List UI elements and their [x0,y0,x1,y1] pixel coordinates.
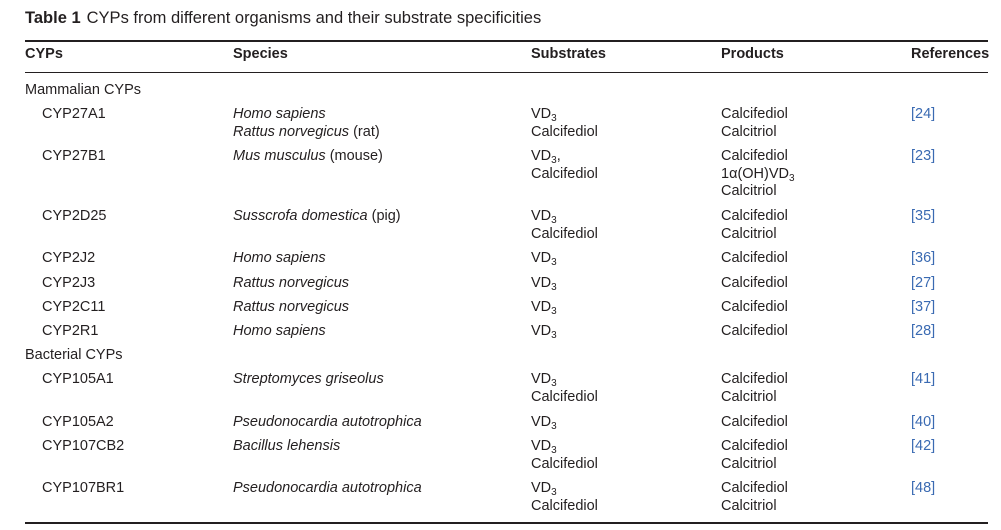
header-references: References [911,46,990,62]
reference-link[interactable]: [27] [911,275,936,291]
reference-link[interactable]: [42] [911,438,936,454]
product-item: Calcifediol [721,299,788,315]
subscript: 3 [551,282,557,293]
species-common-name: (mouse) [325,148,383,164]
substrates-cell [531,480,598,515]
product-item: Calcifediol [721,106,788,122]
product-item: Calcifediol [721,480,788,496]
substrate-item: Calcifediol [531,123,598,140]
group-label-mammalian: Mammalian CYPs [25,82,142,98]
substrate-item: $VD_3$ [531,480,557,498]
substrates-cell [531,414,557,432]
substrate-item: $VD_3$ [531,250,557,268]
species-name: Susscrofa domestica (pig) [233,208,401,224]
substrates-cell [531,299,557,317]
substrate-item: Calcifediol [531,225,598,242]
species-name: Homo sapiens [233,106,326,122]
products-cell [721,299,788,317]
product-item: Calcitriol [721,455,777,472]
reference-link[interactable]: [23] [911,148,936,164]
cyp-name: CYP2D25 [42,208,107,224]
product-item: Calcifediol [721,208,788,224]
species-name: Rattus norvegicus [233,299,350,315]
species-cell [233,148,383,166]
top-rule [25,40,988,42]
products-cell [721,371,788,406]
species-name: Mus musculus (mouse) [233,148,383,164]
reference-link[interactable]: [48] [911,480,936,496]
cyp-name: CYP2J3 [42,275,96,291]
substrates-cell [531,148,598,183]
cyp-name: CYP27B1 [42,148,106,164]
products-cell [721,480,788,515]
products-cell [721,250,788,268]
substrates-cell [531,438,598,473]
products-cell [721,106,788,141]
substrate-item: $VD_3$, [531,148,561,166]
substrate-item: $VD_3$ [531,275,557,293]
species-cell [233,208,401,226]
products-cell [721,208,788,243]
products-cell [721,323,788,341]
species-name: Pseudonocardia autotrophica [233,414,422,430]
subscript: 3 [551,378,557,389]
species-name: Homo sapiens [233,250,326,266]
product-item: Calcitriol [721,388,777,405]
species-name: Homo sapiens [233,323,326,339]
species-name: Bacillus lehensis [233,438,341,454]
reference-link[interactable]: [37] [911,299,936,315]
product-item: Calcifediol [721,371,788,387]
product-item: Calcifediol [721,148,788,164]
header-substrates: Substrates [531,46,606,62]
substrates-cell [531,250,557,268]
substrate-item: $VD_3$ [531,299,557,317]
cyp-name: CYP2C11 [42,299,106,315]
products-cell [721,438,788,473]
product-item: $1\alpha(OH)VD_3$ [721,165,795,184]
species-cell [233,106,380,141]
subscript: 3 [551,215,557,226]
species-name: Streptomyces griseolus [233,371,384,387]
substrates-cell [531,275,557,293]
cyp-name: CYP107BR1 [42,480,125,496]
species-name: Rattus norvegicus [233,275,350,291]
table-caption [25,9,541,28]
species-name: Rattus norvegicus (rat) [233,123,380,140]
header-rule [25,72,988,73]
subscript: 3 [551,306,557,317]
species-cell [233,275,349,293]
reference-link[interactable]: [28] [911,323,936,339]
reference-link[interactable]: [36] [911,250,936,266]
substrate-item: $VD_3$ [531,323,557,341]
substrates-cell [531,323,557,341]
cyp-name: CYP107CB2 [42,438,125,454]
product-item: Calcifediol [721,323,788,339]
species-cell [233,323,326,341]
substrate-item: Calcifediol [531,455,598,472]
substrates-cell [531,371,598,406]
substrates-cell [531,106,598,141]
subscript: 3 [551,257,557,268]
species-cell [233,414,422,432]
subscript: 3 [551,330,557,341]
subscript: 3 [551,421,557,432]
species-name: Pseudonocardia autotrophica [233,480,422,496]
product-item: Calcitriol [721,225,777,242]
species-common-name: (pig) [367,208,401,224]
products-cell [721,148,795,201]
species-cell [233,438,340,456]
header-products: Products [721,46,784,62]
substrate-item: $VD_3$ [531,438,557,456]
product-item: Calcitriol [721,123,777,140]
substrate-item: $VD_3$ [531,371,557,389]
subscript: 3 [551,155,557,166]
species-common-name: (rat) [349,123,380,140]
cyp-name: CYP2J2 [42,250,96,266]
reference-link[interactable]: [40] [911,414,936,430]
cyp-name: CYP105A2 [42,414,114,430]
substrate-item: Calcifediol [531,497,598,514]
substrate-item: Calcifediol [531,165,598,182]
species-cell [233,371,384,389]
substrate-item: $VD_3$ [531,414,557,432]
subscript: 3 [551,113,557,124]
product-item: Calcifediol [721,438,788,454]
group-label-bacterial: Bacterial CYPs [25,347,123,363]
header-cyps: CYPs [25,46,63,62]
species-cell [233,299,349,317]
reference-link[interactable]: [41] [911,371,936,387]
product-item: Calcifediol [721,250,788,266]
substrate-item: $VD_3$ [531,106,557,124]
bottom-rule [25,522,988,524]
subscript: 3 [551,445,557,456]
species-cell [233,250,326,268]
substrate-item: $VD_3$ [531,208,557,226]
products-cell [721,275,788,293]
reference-link[interactable]: [24] [911,106,936,122]
subscript: 3 [789,172,795,184]
species-cell [233,480,422,498]
cyp-name: CYP105A1 [42,371,114,387]
product-item: Calcitriol [721,497,777,514]
subscript: 3 [551,487,557,498]
substrate-item: Calcifediol [531,388,598,405]
table-label: Table 1 [25,9,81,27]
substrates-cell [531,208,598,243]
product-item: Calcifediol [721,275,788,291]
cyp-name: CYP27A1 [42,106,106,122]
cyp-name: CYP2R1 [42,323,99,339]
product-item: Calcifediol [721,414,788,430]
table-title: CYPs from different organisms and their substrate specificities [86,9,542,27]
products-cell [721,414,788,432]
reference-link[interactable]: [35] [911,208,936,224]
header-species: Species [233,46,288,62]
product-item: Calcitriol [721,183,777,199]
